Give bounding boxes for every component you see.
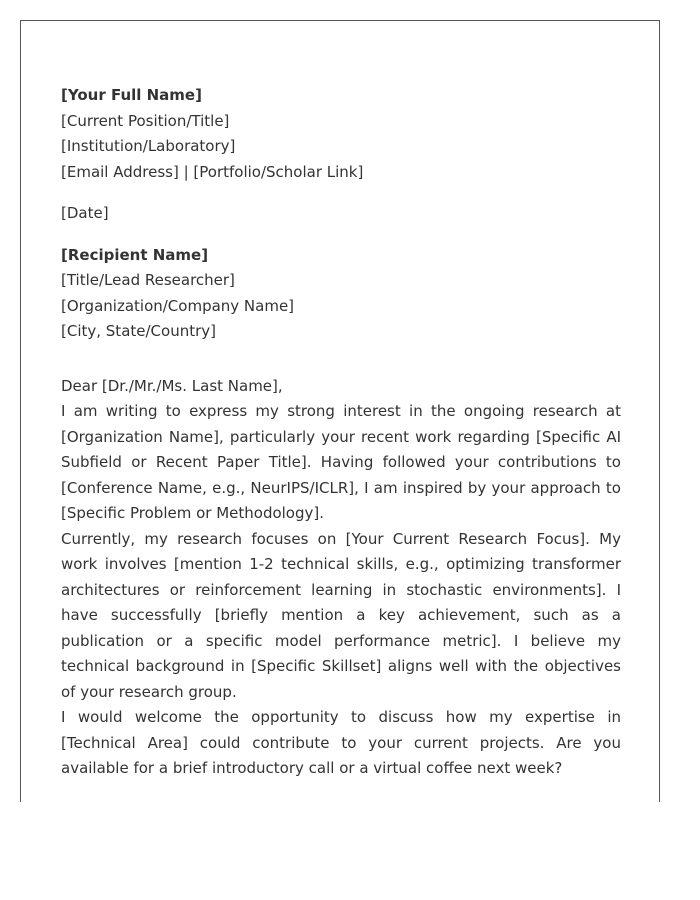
body-paragraph-3: I would welcome the opportunity to discuss how my expertise in [Technical Area] could contribute to your current projects. Are you available for a brief introductory call or a virtual coffee next week? bbox=[61, 708, 621, 777]
recipient-name: [Recipient Name] bbox=[61, 245, 209, 264]
letter-date: [Date] bbox=[61, 204, 109, 222]
body-paragraph-2: Currently, my research focuses on [Your Current Research Focus]. My work involves [mention 1-2 technical skills, e.g., optimizing transformer architectures or reinforcement learning in stochastic environments]. I have successfully [briefly mention a key achievement, such as a publication or a specific model performance metric]. I believe my technical background in [Specific Skillset] aligns well with the objectives of your research group. bbox=[61, 529, 621, 701]
recipient-title: [Title/Lead Researcher] bbox=[61, 271, 235, 289]
letter-content bbox=[61, 83, 621, 782]
body-paragraph-1: I am writing to express my strong interest in the ongoing research at [Organization Name], particularly your recent work regarding [Specific AI Subfield or Recent Paper Title]. Having followed your contributions to [Conference Name, e.g., NeurIPS/ICLR], I am inspired by your approach to [Specific Problem or Methodology]. bbox=[61, 402, 621, 522]
sender-contact: [Email Address] | [Portfolio/Scholar Link] bbox=[61, 162, 364, 181]
letter-page bbox=[20, 20, 660, 802]
recipient-organization: [Organization/Company Name] bbox=[61, 296, 295, 315]
date-block bbox=[61, 201, 621, 227]
recipient-location: [City, State/Country] bbox=[61, 322, 216, 340]
recipient-block bbox=[61, 243, 621, 345]
sender-position: [Current Position/Title] bbox=[61, 111, 230, 130]
salutation-block bbox=[61, 374, 621, 400]
salutation: Dear [Dr./Mr./Ms. Last Name], bbox=[61, 376, 283, 395]
sender-block bbox=[61, 83, 621, 185]
sender-name: [Your Full Name] bbox=[61, 86, 202, 104]
sender-institution: [Institution/Laboratory] bbox=[61, 137, 236, 155]
